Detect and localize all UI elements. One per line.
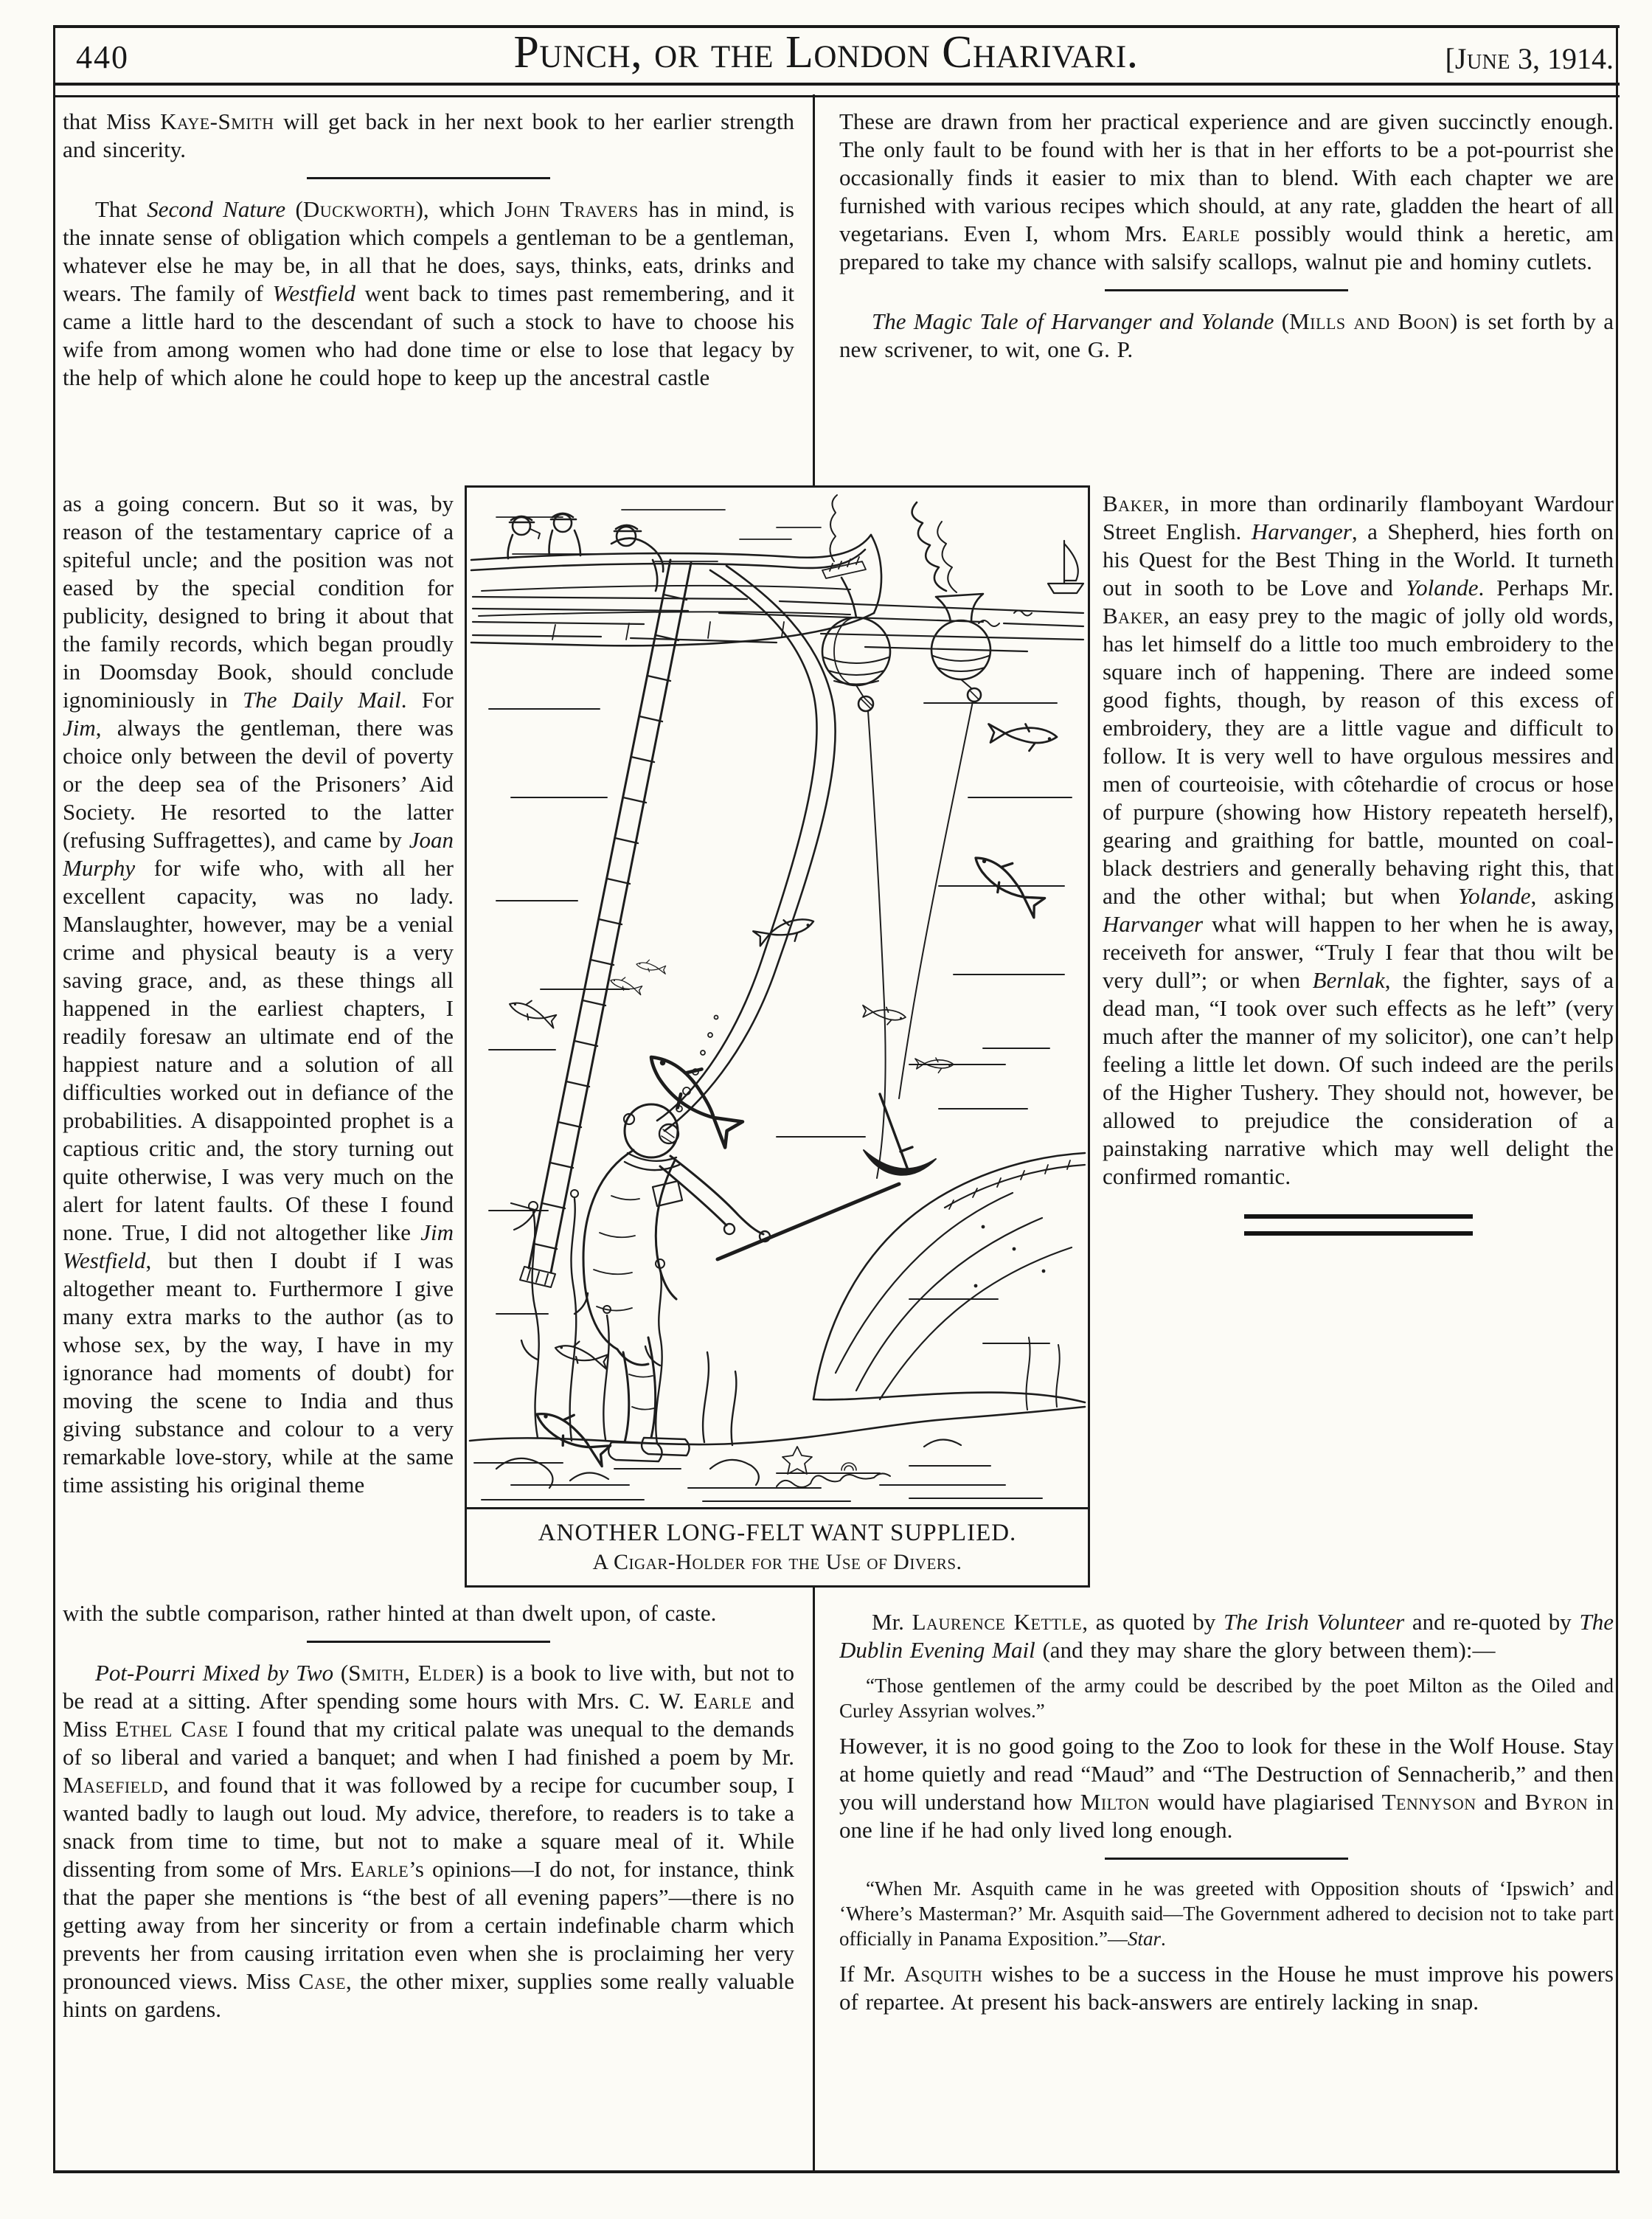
- section-separator: [307, 1641, 550, 1643]
- paragraph-pot-pourri: Pot-Pourri Mixed by Two (Smith, Elder) is a book to live with, but not to be read at a sitting. After spending some hours with Mrs. C. W. Earle and Miss Ethel Case I found that my critical palate was unequal to the demands of so liberal and varied a banquet; and when I had finished a poem by Mr. Masefield, and found that it was followed by a recipe for cucumber soup, I wanted badly to laugh out loud. My advice, therefore, to readers is to take a snack from time to time, but not to make a square meal of it. While dissenting from some of Mrs. Earle’s opinions—I do not, for instance, think that the paper she mentions is “the best of all evening papers”—there is no getting away from her sincerity or from a certain indefinable charm which prevents her from causing irritation even when she is proclaiming her very pronounced views. Miss Case, the other mixer, supplies some really valuable hints on gardens.: [63, 1660, 794, 2022]
- pickaxe: [718, 1150, 936, 1259]
- left-column-narrow: [63, 490, 454, 1499]
- header-double-rule: [55, 83, 1620, 97]
- caption-title: ANOTHER LONG-FELT WANT SUPPLIED.: [538, 1520, 1017, 1546]
- bottom-rule: [55, 2170, 1620, 2173]
- paragraph-zoo: However, it is no good going to the Zoo to look for these in the Wolf House. Stay at home quietly and read “Maud” and “The Destruction of Sennacherib,” and then you will understand how Milton would have plagiarised Tennyson and Byron in one line if he had only lived long enough.: [839, 1733, 1614, 1843]
- air-hoses: [657, 566, 836, 1131]
- heavy-double-separator: [1244, 1214, 1473, 1236]
- quote-wolves: “Those gentlemen of the army could be described by the poet Milton as the Oiled and Curley Assyrian wolves.”: [839, 1675, 1614, 1722]
- left-column-top: [63, 108, 794, 392]
- paragraph-second-nature-end: with the subtle comparison, rather hinted at than dwelt upon, of caste.: [63, 1600, 717, 1626]
- cigar-smoke: [830, 495, 837, 561]
- section-separator: [307, 177, 550, 179]
- quote-asquith-star: “When Mr. Asquith came in he was greeted with Opposition shouts of ‘Ipswich’ and ‘Where’s Masterman?’ Mr. Asquith said—The Government adhered to decision not to take part officially in Panama Exposition.”—Star.: [839, 1877, 1614, 1950]
- issue-date: [June 3, 1914.: [1445, 42, 1614, 75]
- paragraph-magic-tale-continued: Baker, in more than ordinarily flamboyant Wardour Street English. Harvanger, a Shepherd, hies forth on his Quest for the Best Thing in the World. It turneth out in sooth to be Love and Yolande. Perhaps Mr. Baker, an easy prey to the magic of jolly old words, has let himself do a little too much embroidery to the square inch of happening. There are indeed some good fights, though, by reason of this excess of embroidery, they are a little vague and difficult to follow. It is very well to have orgulous messires and men of courteoisie, with côtehardie of crocus or hose of purpure (showing how History repeateth herself), gearing and graithing for battle, mounted on coal-black destriers and generally behaving right this, that and the other withal; but when Yolande, asking Harvanger what will happen to her when he is away, receiveth for answer, “Truly I fear that thou wilt be very dull”; or when Bernlak, the fighter, says of a dead man, “I took over such effects as he left” (very much after the manner of my solicitor), one can’t help feeling a little let down. Of such indeed are the perils of the Higher Tushery. They should not, however, be allowed to prejudice the consideration of a painstaking narrative which may well delight the confirmed romantic.: [1103, 491, 1614, 1189]
- fish-school: [507, 724, 1057, 1467]
- boat-and-crew: [471, 513, 881, 645]
- starfish-icon: [782, 1447, 812, 1474]
- water-surface: [473, 597, 1083, 651]
- shell-icon: [841, 1463, 856, 1470]
- funnel-smoke: [912, 502, 946, 591]
- distant-sailboat: [1048, 541, 1083, 593]
- wreck: [813, 1094, 1085, 1402]
- section-separator: [1105, 1858, 1348, 1860]
- paragraph-second-nature-continued: as a going concern. But so it was, by reason of the testamentary caprice of a spiteful uncle; and the position was not eased by the special condition for publicity, designed to bring it about that the family records, which began proudly in Doomsday Book, should conclude ignominiously in The Daily Mail. For Jim, always the gentleman, there was choice only between the devil of poverty or the deep sea of the Prisoners’ Aid Society. He resorted to the latter (refusing Suffragettes), and came by Joan Murphy for wife who, with all her excellent capacity, was no lady. Manslaughter, however, may be a venial crime and physical beauty is a very saving grace, and, as these things all happened in the earliest chapters, I readily foresaw an ultimate end of the happiest nature and a solution of all difficulties worked out in defiance of the probabilities. A disappointed prophet is a captious critic and, the story turning out quite otherwise, I was very much on the alert for latent faults. Of these I found none. True, I did not altogether like Jim Westfield, but then I doubt if I was altogether meant to. Furthermore I give many extra marks to the author (as to whose sex, by the way, I have in my ignorance had moments of doubt) for moving the scene to India and thus giving substance and colour to a very remarkable love-story, while at the same time assisting his original theme: [63, 491, 454, 1498]
- paragraph-magic-tale: The Magic Tale of Harvanger and Yolande (Mills and Boon) is set forth by a new scrivener, to wit, one G. P.: [839, 308, 1614, 362]
- paragraph-asquith: If Mr. Asquith wishes to be a success in the House he must improve his powers of repartee. At present his back-answers are entirely lacking in snap.: [839, 1961, 1614, 2015]
- paragraph-second-nature: That Second Nature (Duckworth), which John Travers has in mind, is the innate sense of obligation which compels a gentleman to be a gentleman, whatever else he may be, in all that he does, says, thinks, eats, drinks and wears. The family of Westfield went back to times past remembering, and it came a little hard to the descendant of such a stock to have to choose his wife from among women who had done time or else to lose that legacy by the help of which alone he could hope to keep up the ancestral castle: [63, 196, 794, 390]
- right-column-narrow: [1103, 490, 1614, 1236]
- right-column-top: [839, 108, 1614, 364]
- left-border-rule: [53, 25, 55, 2173]
- paragraph-kettle: Mr. Laurence Kettle, as quoted by The Irish Volunteer and re-quoted by The Dublin Evening Mail (and they may share the glory between them):—: [839, 1609, 1614, 1663]
- funnel-float: [899, 502, 990, 1098]
- diver-cartoon-drawing: [467, 488, 1088, 1509]
- page-title: Punch, or the London Charivari.: [513, 27, 1139, 77]
- right-border-rule: [1616, 25, 1618, 2173]
- right-column-bottom: [839, 1608, 1614, 2016]
- caption-subtitle: A Cigar-Holder for the Use of Divers.: [592, 1550, 962, 1574]
- page-number: 440: [76, 39, 129, 75]
- diver: [583, 1104, 770, 1461]
- left-column-bottom: [63, 1599, 794, 2024]
- paragraph-kaye-smith: that Miss Kaye-Smith will get back in her next book to her earlier strength and sincerity.: [63, 108, 794, 162]
- artist-signature: [777, 1473, 890, 1487]
- paragraph-earle-recipes: These are drawn from her practical experience and are given succinctly enough. The only fault to be found with her is that in her efforts to be a pot-pourrist she occasionally finds it easier to mix than to blend. With each chapter we are furnished with various recipes which should, at any rate, gladden the heart of all vegetarians. Even I, whom Mrs. Earle possibly would think a heretic, am prepared to take my chance with salsify scallops, walnut pie and hominy cutlets.: [839, 108, 1614, 274]
- section-separator: [1105, 289, 1348, 291]
- diver-cartoon-figure: [465, 485, 1090, 1588]
